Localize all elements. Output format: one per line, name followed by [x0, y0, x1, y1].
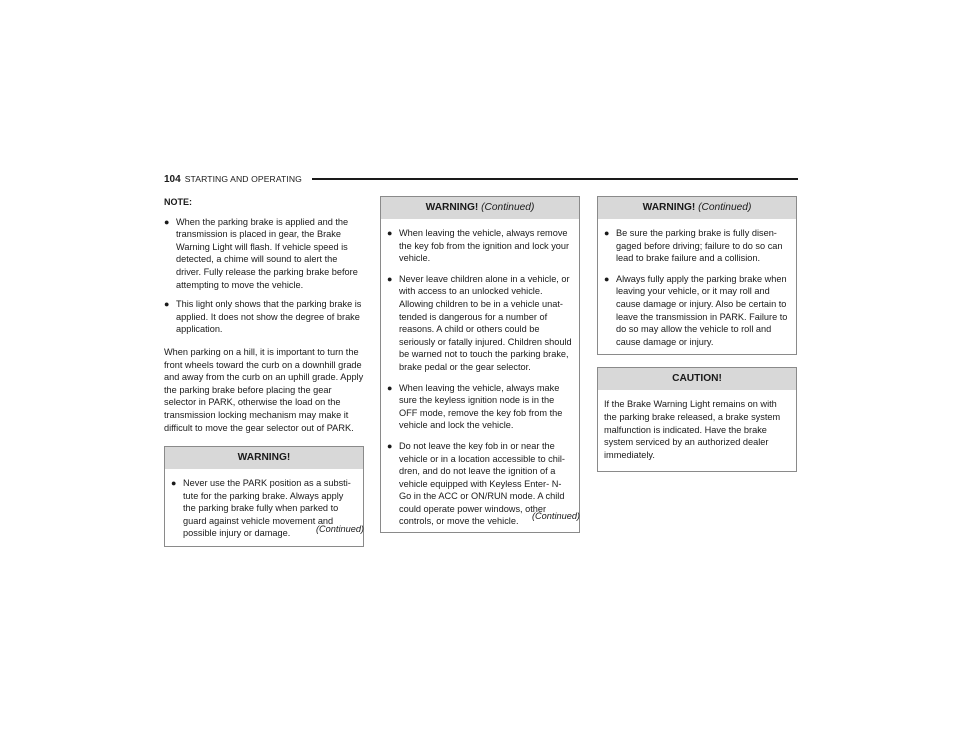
caution-box	[597, 367, 797, 472]
note-bullet	[164, 298, 364, 336]
bullet-icon: ●	[171, 478, 177, 489]
caution-title-text: CAUTION!	[672, 373, 722, 385]
warning-title-text: WARNING!	[642, 202, 696, 213]
bullet-icon: ●	[387, 273, 393, 284]
caution-text: If the Brake Warning Light remains on with the parking brake released, a brake system malfunction is indicated. Have the brake system serviced by an authorized dealer immediately.	[604, 399, 781, 460]
caution-title	[598, 368, 796, 390]
bullet-icon: ●	[604, 273, 610, 284]
note-label: NOTE:	[164, 197, 192, 207]
note-bullet-text: This light only shows that the parking brake is applied. It does not show the degree of brake application.	[176, 299, 362, 335]
column-3	[597, 196, 797, 472]
header-rule	[312, 178, 798, 181]
warning-bullet	[387, 227, 573, 265]
warning-title-text: WARNING!	[425, 202, 479, 213]
warning-title-text: WARNING!	[237, 452, 291, 464]
warning-bullet-text: When leaving the vehicle, always make sure the keyless ignition node is in the OFF mode, remove the key fob from the vehicle and lock the vehicle.	[399, 382, 563, 431]
page-number: 104	[164, 173, 181, 185]
section-title: STARTING AND OPERATING	[184, 174, 302, 184]
column-2	[380, 196, 580, 533]
warning-bullet-text: Be sure the parking brake is fully disen-gaged before driving; failure to do so can lead to brake failure and a collision.	[616, 228, 783, 264]
warning-bullet-text: Never leave children alone in a vehicle, or with access to an unlocked vehicle. Allowing children to be in a vehicle unat-tended is dangerous for a number of reasons. A child or others could be seriously or fatally injured. Children should be warned not to touch the parking brake, brake pedal or the gear selector.	[399, 273, 572, 372]
column-1	[164, 196, 364, 547]
warning-bullet-text: When leaving the vehicle, always remove the key fob from the ignition and lock your vehicle.	[399, 228, 570, 264]
warning-bullet	[604, 227, 790, 265]
bullet-icon: ●	[164, 299, 170, 310]
page-header	[164, 172, 798, 186]
continued-label: (Continued)	[531, 511, 580, 521]
warning-title	[381, 197, 579, 219]
warning-bullet	[387, 382, 573, 432]
warning-box-continued	[380, 196, 580, 533]
warning-body	[165, 469, 363, 546]
warning-bullet-text: Never use the PARK position as a substi-tute for the parking brake. Always apply the parking brake fully when parked to guard against vehicle movement and possible injury or damage.	[183, 478, 351, 539]
warning-bullet	[387, 273, 573, 374]
warning-body	[598, 219, 796, 354]
bullet-icon: ●	[604, 228, 610, 238]
warning-bullet	[604, 273, 790, 349]
warning-title	[165, 447, 363, 469]
warning-bullet-text: Always fully apply the parking brake when leaving your vehicle, or it may roll and cause damage or injury. Also be certain to leave the transmission in PARK. Failure to do so may allow the vehicle to roll and cause damage or injury.	[616, 273, 788, 347]
note-bullet-text: When the parking brake is applied and the transmission is placed in gear, the Brake Warning Light will flash. If vehicle speed is detected, a chime will sound to alert the driver. Fully release the parking brake before attempting to move the vehicle.	[176, 216, 358, 290]
caution-body	[598, 390, 796, 471]
note-bullet	[164, 216, 364, 292]
bullet-icon: ●	[387, 228, 393, 238]
bullet-icon: ●	[164, 216, 170, 227]
warning-title	[598, 197, 796, 219]
warning-body	[381, 219, 579, 532]
bullet-icon: ●	[387, 440, 393, 451]
warning-bullet-text: Do not leave the key fob in or near the vehicle or in a location accessible to chil-dren, and do not leave the ignition of a vehicle equipped with Keyless Enter- N-Go in the ACC or ON/RUN mode. A child could operate power windows, other controls, or move the vehicle.	[399, 440, 565, 527]
warning-continued-text: (Continued)	[698, 202, 752, 213]
warning-box-continued	[597, 196, 797, 355]
bullet-icon: ●	[387, 382, 393, 393]
warning-continued-text: (Continued)	[481, 202, 535, 213]
continued-label: (Continued)	[315, 524, 364, 534]
hill-parking-paragraph: When parking on a hill, it is important to turn the front wheels toward the curb on a downhill grade and away from the curb on an uphill grade. Apply the parking brake before placing the gear selector in PARK, otherwise the load on the transmission locking mechanism may make it difficult to move the gear selector out of PARK.	[164, 346, 364, 433]
